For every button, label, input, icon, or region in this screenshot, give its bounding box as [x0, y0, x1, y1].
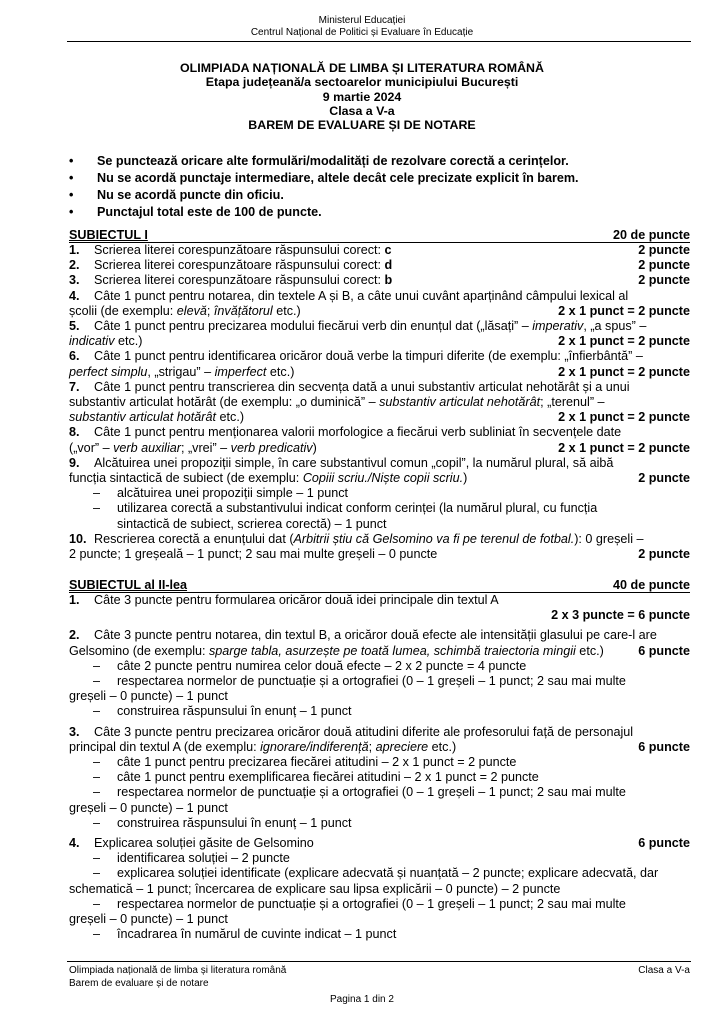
- criterion: – alcătuirea unei propoziții simple – 1 punct: [69, 486, 690, 501]
- criterion: – câte 1 punct pentru exemplificarea fiecărei atitudini – 2 x 1 punct = 2 puncte: [69, 770, 690, 785]
- section-subiectul-2: [69, 578, 690, 942]
- item-number: 3.: [69, 273, 80, 288]
- item-text: ; „vrei” –: [180, 440, 231, 455]
- example-text: perfect simplu: [69, 364, 148, 379]
- item-number: 8.: [69, 425, 80, 440]
- item-answer: d: [384, 258, 393, 273]
- rule-item: • Punctajul total este de 100 de puncte.: [69, 204, 709, 221]
- title-date: 9 martie 2024: [322, 89, 402, 104]
- page-footer: [69, 964, 690, 990]
- example-text: învățătorul: [213, 303, 273, 318]
- item-number: 7.: [69, 379, 80, 394]
- item-text: Câte 1 punct pentru menționarea valorii morfologice a fiecărui verb subliniat în secvențele date: [94, 425, 622, 440]
- criterion: – construirea răspunsului în enunț – 1 punct: [69, 704, 690, 719]
- item-text: ;: [368, 739, 376, 754]
- item-number: 4.: [69, 288, 80, 303]
- item-points: 2 puncte: [632, 243, 690, 258]
- item-text: etc.): [266, 364, 295, 379]
- item-points: 2 x 1 punct = 2 puncte: [552, 410, 690, 425]
- example-text: imperfect: [214, 364, 267, 379]
- item-number: 2.: [69, 628, 80, 643]
- item-text: Câte 3 puncte pentru precizarea oricăror două atitudini diferite ale profesorului față de personajul: [94, 724, 634, 739]
- item-text: Rescrierea corectă a enunțului dat (: [94, 531, 294, 546]
- item-points: 2 x 1 punct = 2 puncte: [552, 334, 690, 349]
- page-header: [0, 15, 724, 39]
- general-rules: [69, 153, 709, 221]
- example-text: Copiii scriu./Niște copii scriu.: [302, 471, 464, 486]
- item-text: , „strigau” –: [147, 364, 215, 379]
- item-number: 4.: [69, 836, 80, 851]
- criterion-continued: schematică – 1 punct; încercarea de explicare sau lipsa explicării – 0 puncte) – 2 puncte: [69, 881, 561, 896]
- header-divider: [67, 41, 691, 42]
- example-text: Arbitrii știu că Gelsomino va fi pe terenul de fotbal.: [293, 531, 575, 546]
- ministry-name: Ministerul Educației: [318, 15, 406, 26]
- title-line-1: OLIMPIADA NAȚIONALĂ DE LIMBA ȘI LITERATURA ROMÂNĂ: [180, 61, 544, 75]
- example-text: elevă: [176, 303, 207, 318]
- rule-item: • Se punctează oricare alte formulări/modalități de rezolvare corectă a cerințelor.: [69, 153, 709, 170]
- footer-olympiad: Olimpiada națională de limba și literatura română: [69, 965, 287, 976]
- rule-item: • Nu se acordă punctaje intermediare, altele decât cele precizate explicit în barem.: [69, 170, 709, 187]
- item-6: [69, 349, 690, 379]
- item-3: [69, 725, 690, 831]
- footer-divider: [67, 961, 691, 962]
- item-text: Câte 1 punct pentru identificarea oricăror două verbe la timpuri diferite (de exemplu: „înfierbântă” –: [94, 349, 643, 364]
- item-4: [69, 836, 690, 942]
- example-text: ignorare/indiferență: [260, 739, 369, 754]
- item-10: [69, 532, 690, 562]
- item-number: 2.: [69, 258, 80, 273]
- item-number: 5.: [69, 319, 80, 334]
- criterion-continued: greșeli – 0 puncte) – 1 punct: [69, 912, 228, 927]
- item-text: etc.): [114, 334, 143, 349]
- page-number: Pagina 1 din 2: [330, 994, 394, 1005]
- item-text: ; „terenul” –: [540, 395, 605, 410]
- item-points: 6 puncte: [632, 740, 690, 755]
- center-name: Centrul Național de Politici și Evaluare în Educație: [250, 27, 474, 38]
- item-1: [69, 243, 690, 258]
- example-text: substantiv articulat hotărât: [69, 410, 217, 425]
- item-points: 2 x 1 punct = 2 puncte: [552, 441, 690, 456]
- footer-barem: Barem de evaluare și de notare: [69, 978, 209, 989]
- item-text: Câte 3 puncte pentru notarea, din textul B, a oricăror două efecte ale intensității glasului pe care-l are: [94, 628, 657, 643]
- item-text: principal din textul A (de exemplu:: [69, 739, 261, 754]
- item-text: etc.): [575, 643, 604, 658]
- section-points: 40 de puncte: [613, 578, 690, 592]
- item-points: 2 x 1 punct = 2 puncte: [552, 304, 690, 319]
- section-title: SUBIECTUL I: [69, 228, 148, 242]
- item-points: 2 puncte: [632, 273, 690, 288]
- item-answer: c: [384, 243, 392, 257]
- criterion: – respectarea normelor de punctuație și a ortografiei (0 – 1 greșeli – 1 punct; 2 sau mai multe: [69, 674, 690, 689]
- item-answer: b: [384, 273, 393, 288]
- item-text: Scrierea literei corespunzătoare răspunsului corect:: [94, 243, 385, 257]
- item-number: 9.: [69, 455, 80, 470]
- item-1: [69, 593, 690, 623]
- item-points: 6 puncte: [632, 644, 690, 659]
- item-number: 1.: [69, 243, 80, 257]
- item-text: ): 0 greșeli –: [574, 531, 644, 546]
- item-text: ;: [206, 303, 214, 318]
- item-text: („vor” –: [69, 440, 114, 455]
- section-points: 20 de puncte: [613, 228, 690, 242]
- item-points: 2 x 1 punct = 2 puncte: [552, 365, 690, 380]
- item-9: [69, 456, 690, 532]
- rule-item: • Nu se acordă puncte din oficiu.: [69, 187, 709, 204]
- item-text: Explicarea soluției găsite de Gelsomino: [94, 836, 314, 851]
- item-text: școlii (de exemplu:: [69, 303, 177, 318]
- example-text: imperativ: [532, 319, 584, 334]
- document-title: [0, 61, 724, 132]
- criterion: – câte 2 puncte pentru numirea celor două efecte – 2 x 2 puncte = 4 puncte: [69, 659, 690, 674]
- title-barem: BAREM DE EVALUARE ȘI DE NOTARE: [248, 118, 476, 133]
- title-class: Clasa a V-a: [329, 103, 395, 118]
- criterion-continued: greșeli – 0 puncte) – 1 punct: [69, 689, 228, 704]
- item-number: 1.: [69, 593, 80, 607]
- example-text: indicativ: [69, 334, 115, 349]
- item-3: [69, 273, 690, 288]
- item-points: 2 puncte: [632, 258, 690, 273]
- example-text: verb predicativ: [230, 440, 313, 455]
- item-text: 2 puncte; 1 greșeală – 1 punct; 2 sau mai multe greșeli – 0 puncte: [69, 547, 438, 562]
- footer-class: Clasa a V-a: [638, 965, 690, 976]
- criterion: – câte 1 punct pentru precizarea fiecărei atitudini – 2 x 1 punct = 2 puncte: [69, 755, 690, 770]
- item-5: [69, 319, 690, 349]
- criterion: – identificarea soluției – 2 puncte: [69, 851, 690, 866]
- item-8: [69, 425, 690, 455]
- example-text: apreciere: [375, 739, 429, 754]
- item-text: Scrierea literei corespunzătoare răspunsului corect:: [94, 258, 385, 273]
- item-points: 2 x 3 puncte = 6 puncte: [551, 608, 690, 623]
- item-points: 2 puncte: [632, 547, 690, 562]
- criterion: – utilizarea corectă a substantivului indicat conform cerinței (la numărul plural, cu funcția: [69, 501, 690, 516]
- item-text: , „a spus” –: [583, 319, 647, 334]
- item-text: Câte 1 punct pentru notarea, din textele A și B, a câte unui cuvânt aparținând câmpului lexical al: [94, 288, 629, 303]
- criterion-continued: greșeli – 0 puncte) – 1 punct: [69, 800, 228, 815]
- title-line-2: Etapa județeană/a sectoarelor municipiului București: [205, 75, 519, 90]
- item-number: 3.: [69, 724, 80, 739]
- example-text: substantiv articulat nehotărât: [379, 395, 541, 410]
- item-text: etc.): [428, 739, 457, 754]
- item-text: funcția sintactică de subiect (de exemplu:: [69, 471, 303, 486]
- criterion: – explicarea soluției identificate (explicare adecvată și nuanțată – 2 puncte; explicare adecvată, dar: [69, 866, 690, 881]
- criterion-continued: sintactică de subiect, scrierea corectă) – 1 punct: [117, 516, 387, 531]
- item-text: substantiv articulat hotărât (de exemplu: „o duminică” –: [69, 395, 380, 410]
- item-points: 6 puncte: [632, 836, 690, 851]
- item-4: [69, 289, 690, 319]
- criterion: – respectarea normelor de punctuație și a ortografiei (0 – 1 greșeli – 1 punct; 2 sau mai multe: [69, 897, 690, 912]
- example-text: sparge tabla, asurzește pe toată lumea, schimbă traiectoria mingii: [209, 643, 576, 658]
- section-heading: [69, 228, 690, 243]
- example-text: verb auxiliar: [113, 440, 181, 455]
- item-number: 10.: [69, 531, 87, 546]
- item-text: Alcătuirea unei propoziții simple, în care substantivul comun „copil”, la numărul plural, să aibă: [94, 455, 614, 470]
- item-text: Scrierea literei corespunzătoare răspunsului corect:: [94, 273, 385, 288]
- item-text: Gelsomino (de exemplu:: [69, 643, 209, 658]
- item-points: 2 puncte: [632, 471, 690, 486]
- criterion: – respectarea normelor de punctuație și a ortografiei (0 – 1 greșeli – 1 punct; 2 sau mai multe: [69, 785, 690, 800]
- criterion: – încadrarea în numărul de cuvinte indicat – 1 punct: [69, 927, 690, 942]
- section-subiectul-1: [69, 228, 690, 562]
- item-text: etc.): [216, 410, 245, 425]
- item-text: etc.): [272, 303, 301, 318]
- item-number: 6.: [69, 349, 80, 364]
- section-heading: [69, 578, 690, 593]
- item-text: ): [312, 440, 317, 455]
- item-text: Câte 1 punct pentru transcrierea din secvența dată a unui substantiv articulat nehotărât și a unui: [94, 379, 630, 394]
- item-text: Câte 1 punct pentru precizarea modului fiecărui verb din enunțul dat („lăsați” –: [94, 319, 533, 334]
- item-text: Câte 3 puncte pentru formularea oricăror două idei principale din textul A: [94, 593, 499, 607]
- criterion: – construirea răspunsului în enunț – 1 punct: [69, 816, 690, 831]
- section-title: SUBIECTUL al II-lea: [69, 578, 188, 592]
- item-7: [69, 380, 690, 426]
- item-2: [69, 258, 690, 273]
- item-2: [69, 628, 690, 719]
- item-text: ): [463, 471, 468, 486]
